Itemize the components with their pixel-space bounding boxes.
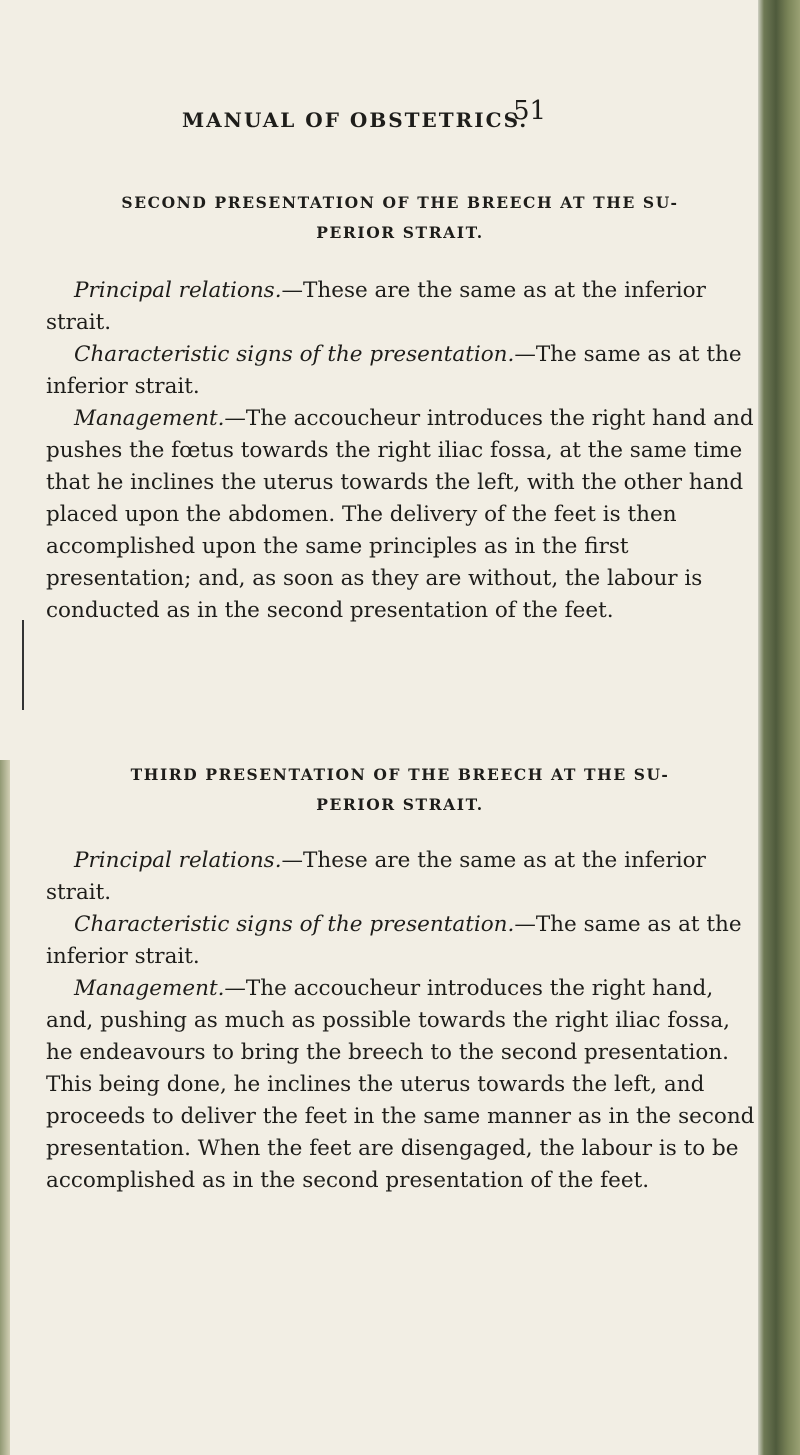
paragraph-lead: Principal relations.: [74, 848, 282, 873]
paragraph-text: —These are the same as at the inferior strait.: [46, 278, 706, 335]
section-body-second-presentation: [46, 275, 758, 627]
paragraph-text: —The same as at the inferior strait.: [46, 912, 742, 969]
section-title-third-presentation: [40, 760, 760, 820]
paragraph-lead: Management.: [74, 976, 225, 1001]
paragraph-text: —These are the same as at the inferior strait.: [46, 848, 706, 905]
margin-rule: [22, 620, 24, 710]
paragraph-lead: Characteristic signs of the presentation.: [74, 342, 515, 367]
section-title-second-presentation: [40, 188, 760, 248]
paragraph-lead: Management.: [74, 406, 225, 431]
paragraph-principal-relations: [46, 275, 758, 339]
paragraph-management: [46, 403, 758, 627]
paragraph-characteristic-signs: [46, 339, 758, 403]
paragraph-text: —The same as at the inferior strait.: [46, 342, 742, 399]
page-edge-left: [0, 760, 10, 1455]
paragraph-management: [46, 973, 758, 1197]
section-body-third-presentation: [46, 845, 758, 1197]
page-edge-right: [758, 0, 800, 1455]
section-title-line: SECOND PRESENTATION OF THE BREECH AT THE SU-: [121, 193, 679, 212]
running-title: MANUAL OF OBSTETRICS.: [182, 108, 529, 132]
page-number: 51: [513, 96, 547, 126]
section-title-line: PERIOR STRAIT.: [316, 795, 484, 814]
section-title-line: PERIOR STRAIT.: [316, 223, 484, 242]
paragraph-lead: Characteristic signs of the presentation.: [74, 912, 515, 937]
paragraph-principal-relations: [46, 845, 758, 909]
paragraph-characteristic-signs: [46, 909, 758, 973]
paragraph-text: —The accoucheur introduces the right hand and pushes the fœtus towards the right iliac fossa, at the same time that he inclines the uterus towards the left, with the other hand placed upon the abdomen. The delivery of the feet is then accomplished upon the same principles as in the first presentation; and, as soon as they are without, the labour is conducted as in the second presentation of the feet.: [46, 406, 754, 623]
section-title-line: THIRD PRESENTATION OF THE BREECH AT THE SU-: [130, 765, 670, 784]
paragraph-text: —The accoucheur introduces the right hand, and, pushing as much as possible towards the right iliac fossa, he endeavours to bring the breech to the second presentation. This being done, he inclines the uterus towards the left, and proceeds to deliver the feet in the same manner as in the second presentation. When the feet are disengaged, the labour is to be accomplished as in the second presentation of the feet.: [46, 976, 755, 1193]
paragraph-lead: Principal relations.: [74, 278, 282, 303]
